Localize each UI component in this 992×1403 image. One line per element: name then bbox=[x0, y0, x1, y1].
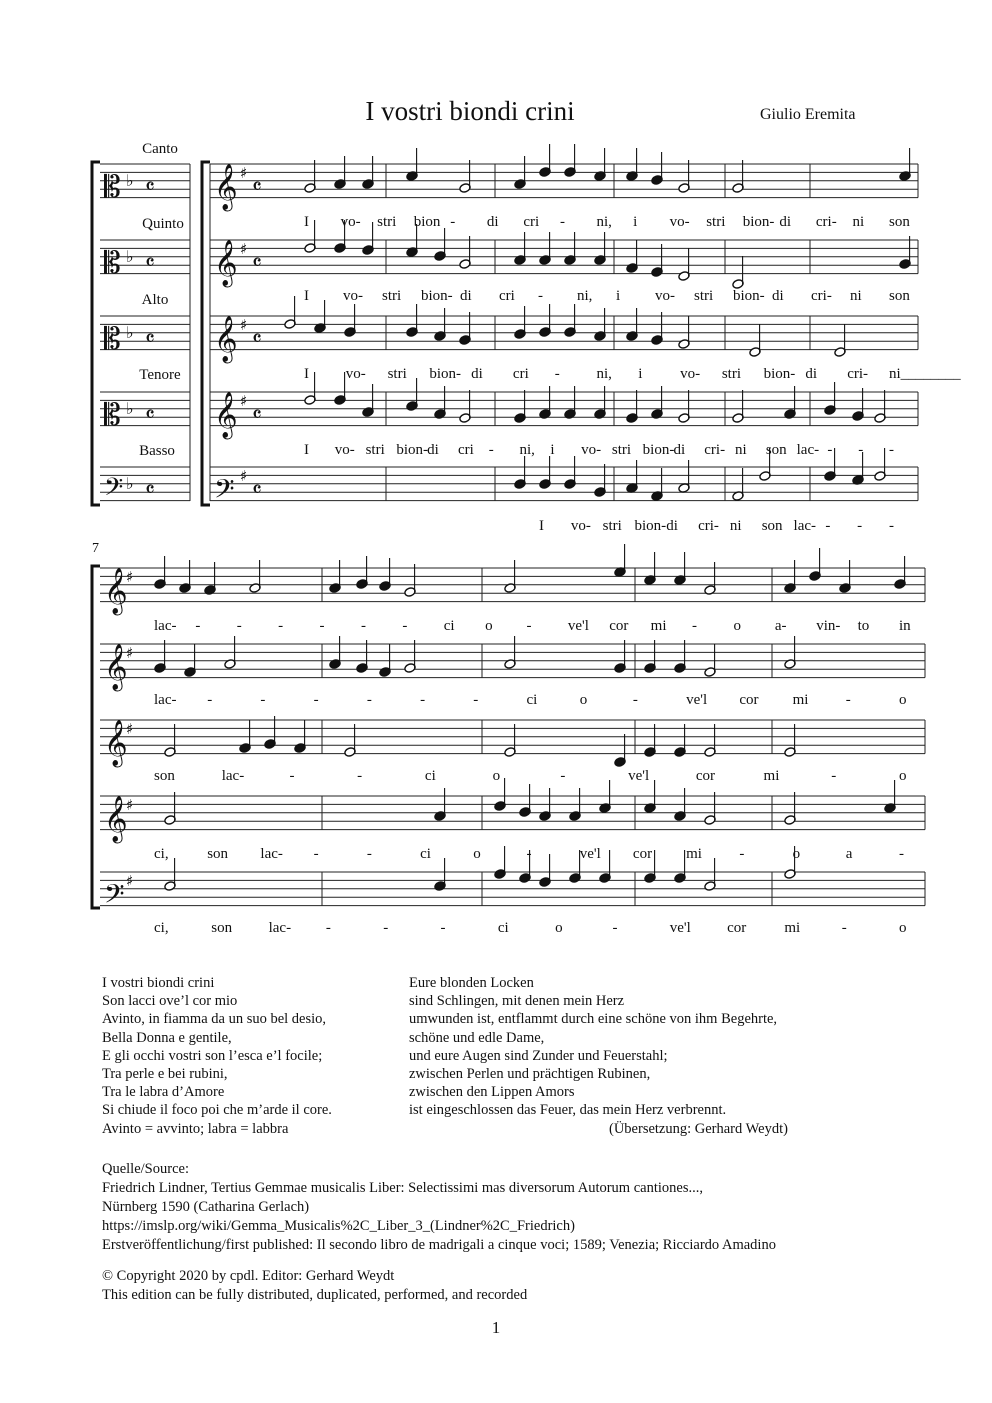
common-time-icon: 𝄴 bbox=[145, 175, 155, 200]
lyric-syllable: di bbox=[460, 288, 472, 304]
voice-name-alto: Alto bbox=[141, 292, 169, 308]
bass-clef-icon: 𝄢 bbox=[104, 878, 125, 916]
sharp-icon: ♯ bbox=[240, 164, 248, 182]
lyric-syllable: ni bbox=[729, 518, 742, 534]
lyric-syllable: a bbox=[845, 846, 853, 862]
sharp-icon: ♯ bbox=[240, 240, 248, 258]
sharp-icon: ♯ bbox=[126, 644, 134, 662]
lyric-syllable: mi bbox=[763, 768, 780, 784]
source-link[interactable]: https://imslp.org/wiki/Gemma_Musicalis%2C_Liber_3_(Lindner%2C_Friedrich) bbox=[102, 1218, 575, 1234]
lyric-syllable: - bbox=[526, 618, 532, 634]
lyric-syllable: o bbox=[485, 618, 493, 634]
page-number: 1 bbox=[491, 1318, 501, 1337]
lyric-syllable: cor bbox=[632, 846, 653, 862]
italian-line: Si chiude il foco poi che m’arde il core. bbox=[102, 1102, 332, 1119]
flat-icon: ♭ bbox=[126, 247, 134, 266]
lyric-syllable: ni________ bbox=[889, 366, 961, 382]
lyric-syllable: bion- bbox=[634, 518, 667, 534]
lyric-syllable: vo- bbox=[655, 288, 675, 304]
lyric-syllable: ci bbox=[443, 618, 455, 634]
lyric-syllable: vo- bbox=[669, 214, 690, 230]
lyric-syllable: - bbox=[366, 692, 372, 708]
lyric-syllable: vo- bbox=[345, 366, 366, 382]
lyric-syllable: cri bbox=[523, 214, 540, 230]
lyric-syllable: - bbox=[195, 618, 201, 634]
c-clef-icon: 𝄡 bbox=[104, 246, 121, 281]
lyric-syllable: - bbox=[612, 920, 618, 936]
lyric-syllable: di bbox=[772, 288, 784, 304]
lyric-syllable: bion- bbox=[396, 442, 429, 458]
lyric-syllable: ni, bbox=[596, 214, 612, 230]
lyric-syllable: - bbox=[899, 846, 904, 862]
treble-clef-icon: 𝄞 bbox=[214, 316, 238, 362]
lyric-syllable: - bbox=[858, 442, 864, 458]
german-translation bbox=[409, 974, 788, 1138]
lyric-syllable: son bbox=[154, 768, 175, 784]
lyric-syllable: - bbox=[402, 618, 408, 634]
lyric-syllable: - bbox=[420, 692, 426, 708]
lyric-syllable: ve'l bbox=[628, 768, 650, 784]
copyright-info bbox=[102, 1267, 527, 1305]
common-time-icon: 𝄴 bbox=[252, 403, 262, 428]
lyric-syllable: cri- bbox=[811, 288, 832, 304]
system-bracket bbox=[92, 566, 100, 908]
lyric-syllable: o bbox=[792, 846, 801, 862]
lyric-syllable: stri bbox=[387, 366, 407, 382]
lyric-syllable: lac- bbox=[793, 518, 817, 534]
lyric-syllable: cri bbox=[499, 288, 515, 304]
lyric-syllable: cor bbox=[739, 692, 759, 708]
composer-name: Giulio Eremita bbox=[760, 106, 856, 123]
lyric-syllable: ci bbox=[526, 692, 538, 708]
italian-line: Tra le labra d’Amore bbox=[102, 1084, 225, 1101]
piece-title: I vostri biondi crini bbox=[365, 96, 575, 126]
lyric-syllable: ve'l bbox=[686, 692, 708, 708]
lyric-syllable: stri bbox=[721, 366, 742, 382]
lyric-syllable: ci, bbox=[154, 920, 169, 936]
lyric-syllable: lac- bbox=[796, 442, 820, 458]
lyric-syllable: - bbox=[278, 618, 284, 634]
italian-line: Bella Donna e gentile, bbox=[102, 1029, 232, 1046]
bass-clef-icon: 𝄢 bbox=[214, 473, 235, 511]
treble-clef-icon: 𝄞 bbox=[104, 720, 128, 766]
lyric-syllable: ci bbox=[424, 768, 436, 784]
lyric-syllable: ci bbox=[497, 920, 509, 936]
lyric-syllable: son bbox=[765, 442, 787, 458]
italian-line: I vostri biondi crini bbox=[102, 975, 215, 991]
lyric-syllable: ni bbox=[735, 442, 747, 458]
lyric-syllable: ve'l bbox=[579, 846, 601, 862]
german-line: zwischen den Lippen Amors bbox=[409, 1084, 575, 1101]
lyric-syllable: - bbox=[560, 768, 566, 784]
german-line: umwunden ist, entflammt durch eine schöne von ihm Begehrte, bbox=[409, 1011, 778, 1028]
lyric-syllable: - bbox=[357, 768, 363, 784]
lyric-syllable: di bbox=[486, 214, 499, 230]
lyric-syllable: o bbox=[473, 846, 481, 862]
lyric-syllable: ve'l bbox=[567, 618, 589, 634]
lyric-syllable: cri- bbox=[815, 214, 837, 230]
lyric-syllable: vin- bbox=[816, 618, 841, 634]
c-clef-icon: 𝄡 bbox=[104, 322, 121, 357]
lyric-syllable: di bbox=[427, 442, 439, 458]
lyric-syllable: - bbox=[450, 214, 456, 230]
lyric-syllable: vo- bbox=[334, 442, 355, 458]
lyric-syllable: son bbox=[889, 214, 910, 230]
lyric-syllable: vo- bbox=[581, 442, 602, 458]
lyric-syllable: bion bbox=[413, 214, 441, 230]
source-info bbox=[102, 1160, 776, 1255]
lyric-syllable: - bbox=[857, 518, 863, 534]
flat-icon: ♭ bbox=[126, 323, 134, 342]
lyric-syllable: mi bbox=[650, 618, 667, 634]
lyric-syllable: o bbox=[555, 920, 563, 936]
lyric-syllable: a- bbox=[774, 618, 787, 634]
lyric-syllable: lac- bbox=[260, 846, 283, 862]
lyric-syllable: o bbox=[733, 618, 741, 634]
lyric-syllable: cri- bbox=[847, 366, 869, 382]
lyric-syllable: son bbox=[761, 518, 783, 534]
lyric-syllable: o bbox=[899, 920, 907, 936]
lyric-syllable: stri bbox=[694, 288, 714, 304]
lyric-syllable: ci, bbox=[154, 846, 169, 862]
voice-name-tenore: Tenore bbox=[139, 367, 181, 383]
lyric-syllable: mi bbox=[686, 846, 702, 862]
lyric-syllable: i bbox=[638, 366, 643, 382]
lyric-syllable: i bbox=[616, 288, 621, 304]
lyric-syllable: I bbox=[304, 442, 309, 458]
lyric-syllable: - bbox=[440, 920, 446, 936]
flat-icon: ♭ bbox=[126, 399, 134, 418]
lyric-syllable: son bbox=[207, 846, 229, 862]
lyric-syllable: di bbox=[779, 214, 791, 230]
lyric-syllable: - bbox=[526, 846, 532, 862]
lyric-syllable: - bbox=[207, 692, 213, 708]
lyric-syllable: - bbox=[825, 518, 831, 534]
common-time-icon: 𝄴 bbox=[252, 478, 262, 503]
lyric-syllable: - bbox=[538, 288, 543, 304]
copyright-line: This edition can be fully distributed, duplicated, performed, and recorded bbox=[102, 1287, 528, 1303]
lyric-syllable: vo- bbox=[570, 518, 591, 534]
voice-name-basso: Basso bbox=[139, 443, 175, 459]
lyric-syllable: - bbox=[827, 442, 833, 458]
voice-name-quinto: Quinto bbox=[142, 216, 184, 232]
lyric-syllable: cor bbox=[609, 618, 629, 634]
lyric-syllable: o bbox=[899, 692, 907, 708]
lyric-syllable: di bbox=[673, 442, 686, 458]
c-clef-icon: 𝄡 bbox=[104, 170, 121, 205]
common-time-icon: 𝄴 bbox=[145, 251, 155, 276]
lyric-syllable: di bbox=[666, 518, 678, 534]
lyric-syllable: - bbox=[889, 442, 894, 458]
lyric-syllable: ni bbox=[852, 214, 865, 230]
lyric-syllable: - bbox=[319, 618, 325, 634]
italian-line: Tra perle e bei rubini, bbox=[102, 1066, 228, 1083]
lyric-syllable: cri bbox=[457, 442, 474, 458]
lyric-syllable: ni bbox=[850, 288, 862, 304]
lyric-syllable: - bbox=[260, 692, 266, 708]
lyric-syllable: in bbox=[899, 618, 911, 634]
sharp-icon: ♯ bbox=[126, 872, 134, 890]
treble-clef-icon: 𝄞 bbox=[214, 392, 238, 438]
lyric-syllable: stri bbox=[377, 214, 397, 230]
common-time-icon: 𝄴 bbox=[145, 327, 155, 352]
lyric-syllable: o bbox=[899, 768, 907, 784]
copyright-line: © Copyright 2020 by cpdl. Editor: Gerhard Weydt bbox=[102, 1268, 395, 1284]
treble-clef-icon: 𝄞 bbox=[214, 164, 238, 210]
lyric-syllable: ve'l bbox=[669, 920, 691, 936]
common-time-icon: 𝄴 bbox=[145, 478, 155, 503]
italian-note: Avinto = avvinto; labra = labbra bbox=[102, 1120, 289, 1137]
lyric-syllable: stri bbox=[602, 518, 622, 534]
lyric-syllable: bion- bbox=[763, 366, 796, 382]
lyric-syllable: bion- bbox=[642, 442, 675, 458]
lyric-syllable: ni, bbox=[519, 442, 535, 458]
lyric-syllable: bion- bbox=[421, 288, 453, 304]
common-time-icon: 𝄴 bbox=[252, 327, 262, 352]
common-time-icon: 𝄴 bbox=[145, 403, 155, 428]
italian-line: E gli occhi vostri son l’esca e’l focile; bbox=[102, 1047, 323, 1064]
treble-clef-icon: 𝄞 bbox=[104, 568, 128, 614]
lyric-syllable: I bbox=[539, 518, 544, 534]
sharp-icon: ♯ bbox=[240, 392, 248, 410]
lyric-syllable: vo- bbox=[343, 288, 363, 304]
lyric-syllable: - bbox=[289, 768, 295, 784]
lyric-syllable: stri bbox=[611, 442, 632, 458]
lyric-syllable: stri bbox=[706, 214, 726, 230]
flat-icon: ♭ bbox=[126, 171, 134, 190]
lyric-syllable: vo- bbox=[340, 214, 361, 230]
lyric-syllable: cor bbox=[695, 768, 715, 784]
lyric-syllable: - bbox=[889, 518, 894, 534]
sharp-icon: ♯ bbox=[126, 568, 134, 586]
german-line: zwischen Perlen und prächtigen Rubinen, bbox=[409, 1066, 651, 1083]
lyric-syllable: bion- bbox=[742, 214, 775, 230]
lyric-syllable: cri- bbox=[704, 442, 726, 458]
common-time-icon: 𝄴 bbox=[252, 175, 262, 200]
lyric-syllable: I bbox=[304, 288, 309, 304]
lyric-syllable: - bbox=[554, 366, 560, 382]
lyric-syllable: - bbox=[313, 846, 319, 862]
lyric-syllable: mi bbox=[792, 692, 809, 708]
german-line: und eure Augen sind Zunder und Feuerstahl; bbox=[409, 1047, 668, 1064]
lyric-syllable: vo- bbox=[680, 366, 701, 382]
italian-text bbox=[102, 974, 332, 1138]
lyric-syllable: - bbox=[313, 692, 319, 708]
lyric-syllable: cri- bbox=[698, 518, 719, 534]
italian-line: Son lacci ove’l cor mio bbox=[102, 993, 238, 1010]
lyric-syllable: cri bbox=[512, 366, 529, 382]
lyric-syllable: i bbox=[633, 214, 638, 230]
lyric-syllable: - bbox=[845, 692, 851, 708]
lyric-syllable: mi bbox=[784, 920, 801, 936]
lyric-syllable: di bbox=[471, 366, 483, 382]
lyric-syllable: ni, bbox=[577, 288, 593, 304]
lyric-syllable: ni, bbox=[596, 366, 612, 382]
lyric-syllable: - bbox=[831, 768, 837, 784]
common-time-icon: 𝄴 bbox=[252, 251, 262, 276]
lyric-syllable: lac- bbox=[154, 692, 177, 708]
lyric-syllable: o bbox=[579, 692, 588, 708]
italian-line: Avinto, in fiamma da un suo bel desio, bbox=[102, 1011, 327, 1028]
lyric-syllable: di bbox=[805, 366, 818, 382]
lyric-syllable: lac- bbox=[154, 618, 177, 634]
german-line: sind Schlingen, mit denen mein Herz bbox=[409, 993, 625, 1010]
source-line: Quelle/Source: bbox=[102, 1161, 189, 1177]
german-line: Eure blonden Locken bbox=[409, 975, 534, 991]
lyric-syllable: - bbox=[366, 846, 372, 862]
lyric-syllable: son bbox=[889, 288, 910, 304]
lyric-syllable: stri bbox=[382, 288, 402, 304]
lyric-syllable: - bbox=[473, 692, 479, 708]
lyric-syllable: - bbox=[383, 920, 389, 936]
source-line: Friedrich Lindner, Tertius Gemmae musicalis Liber: Selectissimi mas diversorum Autorum cantiones..., bbox=[102, 1180, 703, 1196]
lyric-syllable: stri bbox=[365, 442, 385, 458]
flat-icon: ♭ bbox=[126, 474, 134, 493]
lyric-syllable: son bbox=[211, 920, 233, 936]
german-line: ist eingeschlossen das Feuer, das mein Herz verbrennt. bbox=[409, 1102, 727, 1119]
lyric-syllable: - bbox=[360, 618, 366, 634]
lyric-syllable: - bbox=[488, 442, 494, 458]
lyric-syllable: - bbox=[841, 920, 847, 936]
measure-number: 7 bbox=[92, 541, 99, 556]
lyric-syllable: lac- bbox=[268, 920, 292, 936]
lyric-syllable: I bbox=[304, 366, 309, 382]
source-line: Nürnberg 1590 (Catharina Gerlach) bbox=[102, 1199, 310, 1215]
lyric-syllable: bion- bbox=[429, 366, 462, 382]
voice-name-canto: Canto bbox=[142, 141, 178, 157]
lyric-syllable: - bbox=[559, 214, 565, 230]
sharp-icon: ♯ bbox=[240, 316, 248, 334]
treble-clef-icon: 𝄞 bbox=[104, 644, 128, 690]
treble-clef-icon: 𝄞 bbox=[214, 240, 238, 286]
lyric-syllable: i bbox=[550, 442, 555, 458]
lyric-syllable: to bbox=[857, 618, 870, 634]
lyric-syllable: cor bbox=[727, 920, 747, 936]
bass-clef-icon: 𝄢 bbox=[104, 473, 124, 508]
lyric-syllable: bion- bbox=[733, 288, 765, 304]
german-line: schöne und edle Dame, bbox=[409, 1029, 545, 1046]
lyric-syllable: - bbox=[632, 692, 638, 708]
lyric-syllable: lac- bbox=[221, 768, 245, 784]
lyric-syllable: - bbox=[739, 846, 745, 862]
lyric-syllable: o bbox=[492, 768, 501, 784]
lyric-syllable: - bbox=[325, 920, 331, 936]
lyric-syllable: - bbox=[236, 618, 242, 634]
source-line: Erstveröffentlichung/first published: Il secondo libro de madrigali a cinque voci; 1589; Venezia; Ricciardo Amadino bbox=[102, 1237, 776, 1253]
translation-credit: (Übersetzung: Gerhard Weydt) bbox=[609, 1120, 788, 1137]
sharp-icon: ♯ bbox=[126, 720, 134, 738]
treble-clef-icon: 𝄞 bbox=[104, 796, 128, 842]
lyric-syllable: ci bbox=[420, 846, 431, 862]
lyric-syllable: I bbox=[304, 214, 309, 230]
lyric-syllable: - bbox=[692, 618, 698, 634]
c-clef-icon: 𝄡 bbox=[104, 398, 121, 433]
sharp-icon: ♯ bbox=[240, 467, 248, 485]
sharp-icon: ♯ bbox=[126, 796, 134, 814]
